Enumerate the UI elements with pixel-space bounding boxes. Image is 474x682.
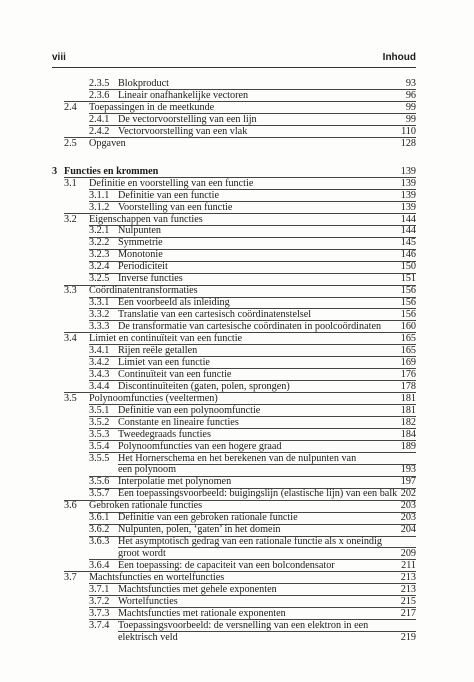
toc-entry-title: Blokproduct (118, 78, 169, 89)
toc-entry-page: 99 (405, 113, 416, 125)
toc-entry-number: 2.4.2 (89, 125, 110, 137)
toc-entry-title: De transformatie van cartesische coördinaten in poolcoördinaten (118, 321, 382, 332)
toc-entry (0, 596, 474, 608)
toc-entry (0, 584, 474, 596)
toc-entry-page: 178 (400, 380, 416, 392)
toc-entry-page: 217 (400, 607, 416, 619)
toc-entry-page: 128 (400, 137, 416, 149)
toc-entry-number: 3.5.5 (89, 452, 110, 464)
toc-entry-page: 181 (400, 392, 416, 404)
toc-entry-title: Discontinuïteiten (gaten, polen, sprongen) (118, 380, 290, 392)
toc-entry-title: Wortelfuncties (118, 595, 178, 607)
toc-entry-number: 3.5.7 (89, 488, 110, 500)
toc-entry-page: 182 (400, 416, 416, 428)
toc-entry-number: 3.6.2 (89, 524, 110, 536)
toc-entry (0, 417, 474, 429)
toc-entry-number: 3.5.3 (89, 428, 110, 440)
toc-entry-page: 165 (400, 333, 416, 344)
toc-entry-page: 203 (400, 500, 416, 512)
toc-entry-number: 3.2.4 (89, 261, 110, 273)
toc-entry-number: 3.2.1 (89, 225, 110, 237)
toc-entry-page: 203 (400, 512, 416, 524)
toc-entry-page: 139 (400, 189, 416, 201)
toc-entry-number: 2.5 (64, 137, 77, 149)
toc-entry (0, 297, 474, 309)
toc-entry-number: 3.5.1 (89, 404, 110, 416)
toc-entry (0, 90, 474, 102)
toc-entry-number: 3.4 (64, 333, 77, 344)
toc-entry-title: Periodiciteit (118, 261, 168, 273)
toc-entry (0, 405, 474, 417)
toc-entry-page: 144 (400, 225, 416, 237)
toc-entry (0, 261, 474, 273)
toc-entry (0, 114, 474, 126)
toc-entry-title: Machtsfuncties met gehele exponenten (118, 583, 277, 595)
toc-entry-title: Monotonie (118, 249, 163, 261)
toc-entry-page: 209 (400, 548, 416, 560)
toc-entry-page: 193 (400, 464, 416, 476)
toc-entry-number: 2.3.6 (89, 90, 110, 101)
toc-entry-page: 204 (400, 524, 416, 536)
toc-entry-number: 3.6.1 (89, 512, 110, 524)
toc-entry-title: Inverse functies (118, 273, 183, 285)
toc-entry-title: Symmetrie (118, 237, 163, 249)
toc-entry-number: 3.4.2 (89, 356, 110, 368)
toc-entry-title: Limiet en continuïteit van een functie (89, 333, 243, 344)
toc-entry-page: 160 (400, 321, 416, 332)
toc-entry (0, 345, 474, 357)
toc-entry-title: Een toepassing: de capaciteit van een bolcondensator (118, 560, 335, 571)
toc-entry-title: Tweedegraads functies (118, 428, 211, 440)
toc-entry-page: 139 (400, 165, 416, 177)
toc-entry-title: Constante en lineaire functies (118, 416, 239, 428)
toc-entry-title: groot wordt (118, 548, 166, 560)
toc-entry-title: Vectorvoorstelling van een vlak (118, 125, 248, 137)
chapter-heading: Inhoud (382, 52, 416, 63)
toc-entry-number: 3.7.4 (89, 619, 110, 631)
toc-entry-title: Nulpunten, polen, ‘gaten’ in het domein (118, 524, 281, 536)
toc-entry-number: 3.2.2 (89, 237, 110, 249)
toc-entry (0, 441, 474, 453)
toc-entry-title: Limiet van een functie (118, 356, 210, 368)
toc-entry (0, 78, 474, 90)
toc-entry-number: 3.1.1 (89, 189, 110, 201)
toc-entry-title: Polynoomfuncties van een hogere graad (118, 440, 282, 452)
toc-entry-page: 213 (400, 583, 416, 595)
toc-entry (0, 560, 474, 572)
toc-entry (0, 214, 474, 226)
toc-entry-number: 3.5.2 (89, 416, 110, 428)
toc-entry-title: Het Hornerschema en het berekenen van de nulpunten van (118, 452, 357, 464)
toc-entry-page: 211 (401, 560, 416, 571)
toc-entry-number: 3.5.4 (89, 440, 110, 452)
toc-entry (0, 429, 474, 441)
toc-entry-page: 189 (400, 440, 416, 452)
toc-entry (0, 273, 474, 285)
toc-entry-title: Definitie van een polynoomfunctie (118, 404, 261, 416)
toc-entry-page: 139 (400, 177, 416, 189)
toc-entry-title: Definitie en voorstelling van een functie (89, 177, 254, 189)
toc-entry (0, 126, 474, 138)
toc-entry-title: De vectorvoorstelling van een lijn (118, 113, 257, 125)
toc-entry (0, 488, 474, 500)
toc-entry-page: 156 (400, 297, 416, 309)
toc-entry-number: 2.4.1 (89, 113, 110, 125)
toc-entry-page: 202 (400, 488, 416, 500)
toc-entry (0, 138, 474, 150)
toc-entry (0, 166, 474, 178)
toc-entry-number: 3.3.2 (89, 309, 110, 321)
toc-entry (0, 512, 474, 524)
toc-entry (0, 202, 474, 214)
toc-entry-number: 3.1 (64, 177, 77, 189)
toc-entry-title: Opgaven (89, 137, 126, 149)
toc-entry-page: 151 (400, 273, 416, 285)
toc-entry-number: 3.5.6 (89, 476, 110, 488)
toc-entry-number: 3.3.3 (89, 321, 110, 332)
toc-entry-title: Lineair onafhankelijke vectoren (118, 90, 249, 101)
toc-entry-page: 169 (400, 356, 416, 368)
toc-entry-page: 213 (400, 572, 416, 583)
toc-entry-number: 3.4.3 (89, 368, 110, 380)
toc-entry-number: 3.2.5 (89, 273, 110, 285)
toc-entry-title: Toepassingen in de meetkunde (89, 101, 215, 113)
toc-entry-page: 176 (400, 368, 416, 380)
toc-entry-page: 146 (400, 249, 416, 261)
toc-entry-title: Interpolatie met polynomen (118, 476, 232, 488)
toc-entry-page: 165 (400, 344, 416, 356)
toc-entry (0, 500, 474, 512)
toc-entry-title: Functies en krommen (64, 165, 159, 177)
toc-entry-number: 2.4 (64, 101, 77, 113)
toc-entry (0, 369, 474, 381)
toc-entry-number: 3.2 (64, 213, 77, 225)
toc-entry-number: 3.6.3 (89, 536, 110, 548)
toc-entry-number: 3.7.2 (89, 595, 110, 607)
toc-entry-number: 3.5 (64, 392, 77, 404)
toc-entry (0, 620, 474, 632)
toc-entry-title: Een voorbeeld als inleiding (118, 297, 230, 309)
toc-entry-number: 3 (52, 165, 58, 177)
toc-entry-page: 156 (400, 309, 416, 321)
toc-entry (0, 249, 474, 261)
toc-entry (0, 632, 474, 644)
toc-entry-title: Voorstelling van een functie (118, 201, 233, 213)
toc-entry-title: Een toepassingsvoorbeeld: buigingslijn (elastische lijn) van een balk (118, 488, 398, 500)
toc-entry (0, 102, 474, 114)
header-rule (52, 67, 416, 68)
toc-entry-page: 93 (405, 78, 416, 89)
toc-entry-title: Coördinatentransformaties (89, 285, 198, 297)
toc-entry-number: 3.4.1 (89, 344, 110, 356)
toc-entry-title: Toepassingsvoorbeeld: de versnelling van een elektron in een (118, 619, 369, 631)
toc-entry-page: 219 (400, 631, 416, 643)
page-number-roman: viii (52, 52, 66, 63)
toc-entry-page: 197 (400, 476, 416, 488)
toc-entry-page: 110 (401, 125, 416, 137)
toc-entry-number: 3.6 (64, 500, 77, 512)
toc-entry (0, 524, 474, 536)
toc-entry (0, 608, 474, 620)
toc-entry-page: 145 (400, 237, 416, 249)
toc-entry-page: 144 (400, 213, 416, 225)
toc-entry (0, 178, 474, 190)
toc-entry-page: 96 (405, 90, 416, 101)
toc-entry-title: Het asymptotisch gedrag van een rationale functie als x oneindig (118, 536, 382, 548)
toc-entry (0, 225, 474, 237)
toc-entry-page: 215 (400, 595, 416, 607)
toc-entry-title: Machtsfuncties met rationale exponenten (118, 607, 286, 619)
toc-entry-title: elektrisch veld (118, 631, 178, 643)
toc-entry-title: Machtsfuncties en wortelfuncties (89, 572, 225, 583)
toc-entry-number: 3.7.3 (89, 607, 110, 619)
toc-entry-title: Polynoomfuncties (veeltermen) (89, 392, 218, 404)
toc-entry (0, 190, 474, 202)
toc-entry (0, 548, 474, 560)
toc-entry-title: Definitie van een functie (118, 189, 219, 201)
toc-entry (0, 476, 474, 488)
toc-entry-page: 150 (400, 261, 416, 273)
toc-entry-title: Translatie van een cartesisch coördinatenstelsel (118, 309, 312, 321)
toc-entry-page: 139 (400, 201, 416, 213)
toc-entry (0, 321, 474, 333)
toc-entry (0, 309, 474, 321)
toc-entry-number: 3.7.1 (89, 583, 110, 595)
toc-entry-number: 3.1.2 (89, 201, 110, 213)
toc-entry-number: 3.4.4 (89, 380, 110, 392)
toc-entry-title: Continuïteit van een functie (118, 368, 232, 380)
toc-entry-page: 156 (400, 285, 416, 297)
toc-entry-number: 2.3.5 (89, 78, 110, 89)
toc-entry-title: Rijen reële getallen (118, 344, 198, 356)
toc-entry-number: 3.3.1 (89, 297, 110, 309)
toc-entry (0, 453, 474, 465)
toc-entry (0, 464, 474, 476)
toc-entry-page: 184 (400, 428, 416, 440)
toc-entry-number: 3.6.4 (89, 560, 110, 571)
toc-entry (0, 285, 474, 297)
toc-entry-number: 3.7 (64, 572, 77, 583)
running-header (52, 52, 416, 66)
toc-entry (0, 536, 474, 548)
toc-entry-title: Nulpunten (118, 225, 162, 237)
toc-entry-number: 3.3 (64, 285, 77, 297)
toc-entry (0, 237, 474, 249)
toc-entry-title: Gebroken rationale functies (89, 500, 203, 512)
toc-entry-title: Definitie van een gebroken rationale functie (118, 512, 298, 524)
toc-entry (0, 572, 474, 584)
toc-entry-number: 3.2.3 (89, 249, 110, 261)
toc-entry-title: een polynoom (118, 464, 177, 476)
toc-entry-page: 99 (405, 101, 416, 113)
toc-entry-title: Eigenschappen van functies (89, 213, 203, 225)
toc-entry (0, 333, 474, 345)
toc-entry (0, 393, 474, 405)
toc-entry-page: 181 (400, 404, 416, 416)
toc-entry (0, 381, 474, 393)
toc-entry (0, 357, 474, 369)
